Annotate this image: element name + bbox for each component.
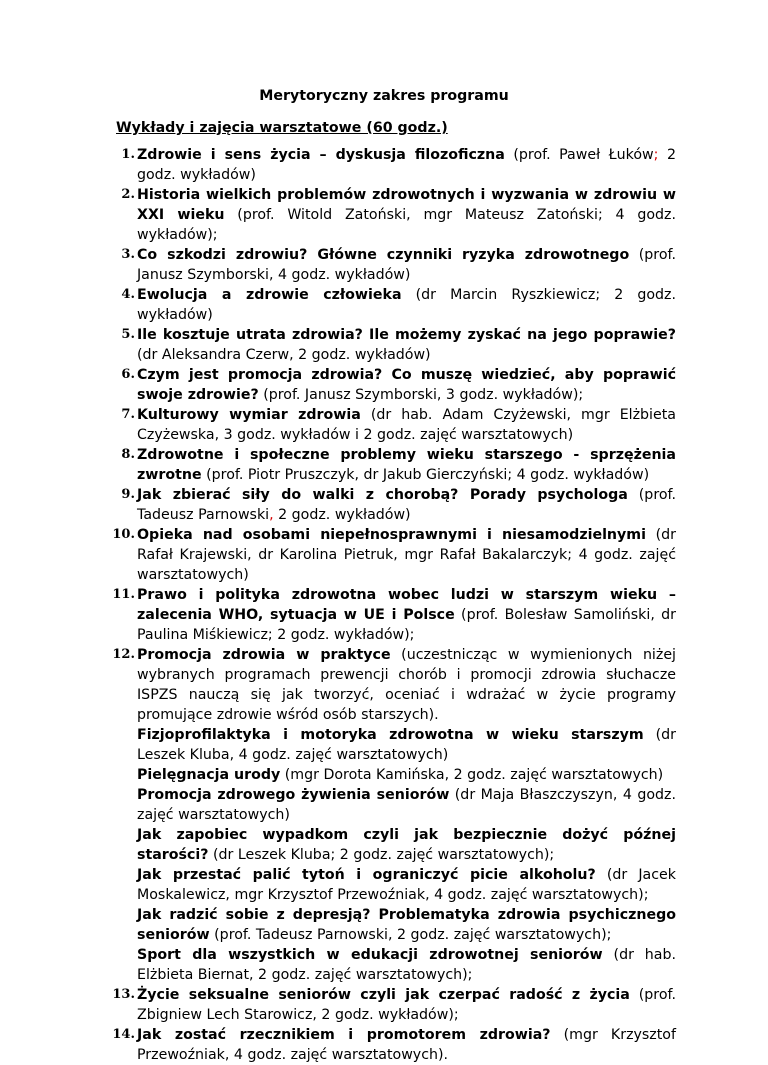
list-item-7 bbox=[0, 405, 768, 445]
item-number: 4. bbox=[121, 287, 135, 302]
item-title: Co szkodzi zdrowiu? Główne czynniki ryzyka zdrowotnego bbox=[137, 247, 630, 263]
list-item-3 bbox=[0, 245, 768, 285]
item-details: (dr hab. Adam Czyżewski, mgr Elżbieta Czyżewska, 3 godz. wykładów i 2 godz. zajęć warsztatowych) bbox=[137, 407, 676, 443]
item-title: Promocja zdrowia w praktyce bbox=[137, 647, 391, 663]
item-red-mark: , bbox=[269, 507, 274, 523]
item-details: 2 godz. wykładów) bbox=[137, 147, 676, 183]
item-title: Zdrowotne i społeczne problemy wieku starszego - sprzężenia zwrotne bbox=[137, 447, 676, 483]
list-item-4 bbox=[0, 285, 768, 325]
item-title: Opieka nad osobami niepełnosprawnymi i niesamodzielnymi bbox=[137, 527, 646, 543]
list-item-9 bbox=[0, 485, 768, 525]
item-title: Kulturowy wymiar zdrowia bbox=[137, 407, 361, 423]
list-item-2 bbox=[0, 185, 768, 245]
sub-item bbox=[0, 945, 768, 985]
item-details: (dr Rafał Krajewski, dr Karolina Pietruk, mgr Rafał Bakalarczyk; 4 godz. zajęć warsztatowych) bbox=[137, 527, 676, 583]
section-heading: Wykłady i zajęcia warsztatowe (60 godz.) bbox=[116, 120, 448, 136]
sub-item-title: Promocja zdrowego żywienia seniorów bbox=[137, 787, 450, 803]
sub-item bbox=[0, 765, 768, 785]
item-details: (prof. Zbigniew Lech Starowicz, 2 godz. wykładów); bbox=[137, 987, 676, 1023]
sub-item-details: (dr Leszek Kluba; 2 godz. zajęć warsztatowych); bbox=[208, 847, 555, 863]
sub-item-title: Pielęgnacja urody bbox=[137, 767, 281, 783]
sub-item-details: (dr Leszek Kluba, 4 godz. zajęć warsztatowych) bbox=[137, 727, 676, 763]
item-title: Jak zostać rzecznikiem i promotorem zdrowia? bbox=[137, 1027, 551, 1043]
item-title: Życie seksualne seniorów czyli jak czerpać radość z życia bbox=[137, 987, 630, 1003]
list-item-14 bbox=[0, 1025, 768, 1065]
sub-item bbox=[0, 865, 768, 905]
program-list bbox=[0, 145, 768, 1065]
sub-item-title: Fizjoprofilaktyka i motoryka zdrowotna w wieku starszym bbox=[137, 727, 644, 743]
item-number: 5. bbox=[121, 327, 135, 342]
list-item-8 bbox=[0, 445, 768, 485]
document-title: Merytoryczny zakres programu bbox=[259, 88, 509, 104]
sub-item-details: (prof. Tadeusz Parnowski, 2 godz. zajęć warsztatowych); bbox=[209, 927, 612, 943]
list-item-11 bbox=[0, 585, 768, 645]
sub-item-title: Jak zapobiec wypadkom czyli jak bezpiecznie dożyć późnej starości? bbox=[137, 827, 676, 863]
item-title: Czym jest promocja zdrowia? Co muszę wiedzieć, aby poprawić swoje zdrowie? bbox=[137, 367, 676, 403]
list-item-5 bbox=[0, 325, 768, 365]
item-details: (dr Aleksandra Czerw, 2 godz. wykładów) bbox=[137, 347, 431, 363]
sub-item-details: (dr Jacek Moskalewicz, mgr Krzysztof Przewoźniak, 4 godz. zajęć warsztatowych); bbox=[137, 867, 676, 903]
sub-item bbox=[0, 905, 768, 945]
list-item-1 bbox=[0, 145, 768, 185]
sub-item bbox=[0, 785, 768, 825]
list-item-13 bbox=[0, 985, 768, 1025]
list-item-6 bbox=[0, 365, 768, 405]
item-title: Jak zbierać siły do walki z chorobą? Porady psychologa bbox=[137, 487, 628, 503]
item-number: 13. bbox=[112, 987, 135, 1002]
item-details: (dr Marcin Ryszkiewicz; 2 godz. wykładów) bbox=[137, 287, 676, 323]
item-details: (prof. Bolesław Samoliński, dr Paulina Miśkiewicz; 2 godz. wykładów); bbox=[137, 607, 676, 643]
item-details: (prof. Paweł Łuków bbox=[504, 147, 654, 163]
item-details: (prof. Tadeusz Parnowski bbox=[137, 487, 676, 523]
item-title: Historia wielkich problemów zdrowotnych i wyzwania w zdrowiu w XXI wieku bbox=[137, 187, 676, 223]
item-number: 10. bbox=[112, 527, 135, 542]
list-item-10 bbox=[0, 525, 768, 585]
sub-item-details: (dr hab. Elżbieta Biernat, 2 godz. zajęć warsztatowych); bbox=[137, 947, 676, 983]
sub-item-details: (dr Maja Błaszczyszyn, 4 godz. zajęć warsztatowych) bbox=[137, 787, 676, 823]
item-details: (prof. Janusz Szymborski, 4 godz. wykładów) bbox=[137, 247, 676, 283]
sub-item-title: Jak radzić sobie z depresją? Problematyka zdrowia psychicznego seniorów bbox=[137, 907, 676, 943]
item-number: 3. bbox=[121, 247, 135, 262]
sub-item bbox=[0, 825, 768, 865]
sub-item-title: Jak przestać palić tytoń i ograniczyć picie alkoholu? bbox=[137, 867, 596, 883]
item-title: Zdrowie i sens życia – dyskusja filozoficzna bbox=[137, 147, 505, 163]
sub-item bbox=[0, 725, 768, 765]
item-details: (mgr Krzysztof Przewoźniak, 4 godz. zajęć warsztatowych). bbox=[137, 1027, 676, 1063]
item-title: Ile kosztuje utrata zdrowia? Ile możemy zyskać na jego poprawie? bbox=[137, 327, 676, 343]
item-details: (prof. Piotr Pruszczyk, dr Jakub Gierczyński; 4 godz. wykładów) bbox=[201, 467, 650, 483]
item-details: 2 godz. wykładów) bbox=[273, 507, 411, 523]
item-number: 14. bbox=[112, 1027, 135, 1042]
item-details: (uczestnicząc w wymienionych niżej wybranych programach prewencji chorób i promocji zdrowia słuchacze ISPZS nauczą się jak tworzyć, oceniać i wdrażać w życie programy promujące zdrowie wśród osób starszych). bbox=[137, 647, 676, 723]
item-number: 8. bbox=[121, 447, 135, 462]
item-number: 2. bbox=[121, 187, 135, 202]
sub-item-title: Sport dla wszystkich w edukacji zdrowotnej seniorów bbox=[137, 947, 603, 963]
item-details: (prof. Janusz Szymborski, 3 godz. wykładów); bbox=[258, 387, 584, 403]
item-details: (prof. Witold Zatoński, mgr Mateusz Zatoński; 4 godz. wykładów); bbox=[137, 207, 676, 243]
item-number: 11. bbox=[112, 587, 135, 602]
item-number: 9. bbox=[121, 487, 135, 502]
item-red-mark: ; bbox=[653, 147, 659, 163]
item-number: 7. bbox=[121, 407, 135, 422]
list-item-12 bbox=[0, 645, 768, 725]
item-title: Prawo i polityka zdrowotna wobec ludzi w starszym wieku – zalecenia WHO, sytuacja w UE i Polsce bbox=[137, 587, 676, 623]
sub-item-details: (mgr Dorota Kamińska, 2 godz. zajęć warsztatowych) bbox=[280, 767, 664, 783]
item-number: 1. bbox=[121, 147, 135, 162]
item-number: 6. bbox=[121, 367, 135, 382]
item-title: Ewolucja a zdrowie człowieka bbox=[137, 287, 402, 303]
item-number: 12. bbox=[112, 647, 135, 662]
